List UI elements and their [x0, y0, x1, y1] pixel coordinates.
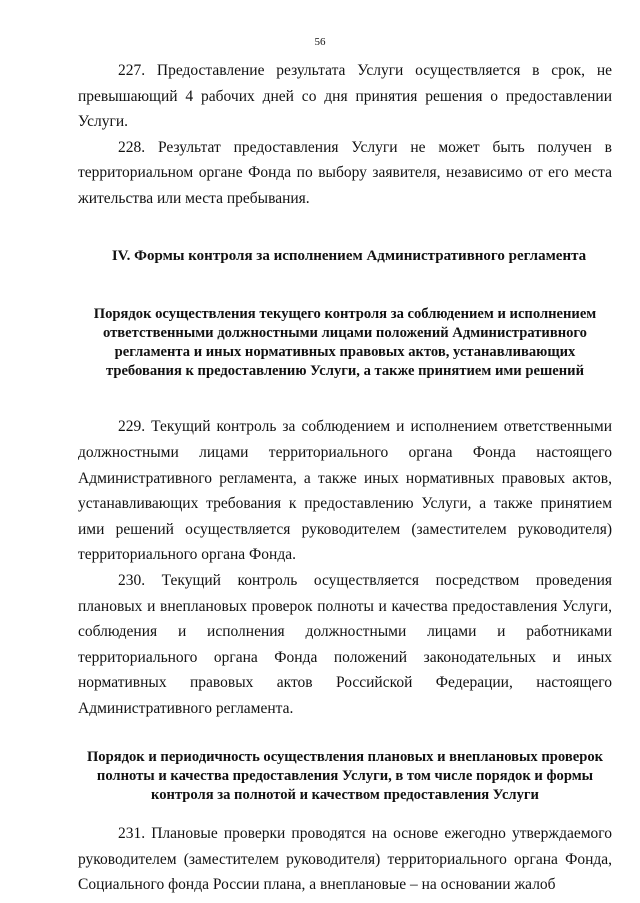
document-body: [78, 58, 612, 898]
paragraph-229: 229. Текущий контроль за соблюдением и исполнением ответственными должностными лицами территориального органа Фонда настоящего Административного регламента, а также иных нормативных правовых актов, устанавливающих требования к предоставлению Услуги, а также принятием ими решений осуществляется руководителем (заместителем руководителя) территориального органа Фонда.: [78, 418, 612, 564]
subsection-title-inspections: Порядок и периодичность осуществления плановых и внеплановых проверок полноты и качества предоставления Услуги, в том числе порядок и формы контроля за полнотой и качеством предоставления Услуги: [86, 748, 604, 803]
section-title: IV. Формы контроля за исполнением Административного регламента: [111, 247, 587, 264]
paragraph-228: 228. Результат предоставления Услуги не может быть получен в территориальном органе Фонда по выбору заявителя, независимо от его места жительства или места пребывания.: [78, 138, 612, 207]
paragraph-231: 231. Плановые проверки проводятся на основе ежегодно утверждаемого руководителем (заместителем руководителя) территориального органа Фонда, Социального фонда России плана, а внеплановые – на основании жалоб: [78, 825, 612, 894]
paragraph-227: 227. Предоставление результата Услуги осуществляется в срок, не превышающий 4 рабочих дней со дня принятия решения о предоставлении Услуги.: [78, 62, 612, 131]
subsection-title-current-control: Порядок осуществления текущего контроля за соблюдением и исполнением ответственными должностными лицами положений Административного регламента и иных нормативных правовых актов, устанавливающих требования к предоставлению Услуги, а также принятием ими решений: [93, 305, 597, 380]
paragraph-230: 230. Текущий контроль осуществляется посредством проведения плановых и внеплановых проверок полноты и качества предоставления Услуги, соблюдения и исполнения должностными лицами и работниками территориального органа Фонда положений законодательных и иных нормативных правовых актов Российской Федерации, настоящего Административного регламента.: [78, 571, 612, 717]
page-number: 56: [314, 36, 326, 48]
